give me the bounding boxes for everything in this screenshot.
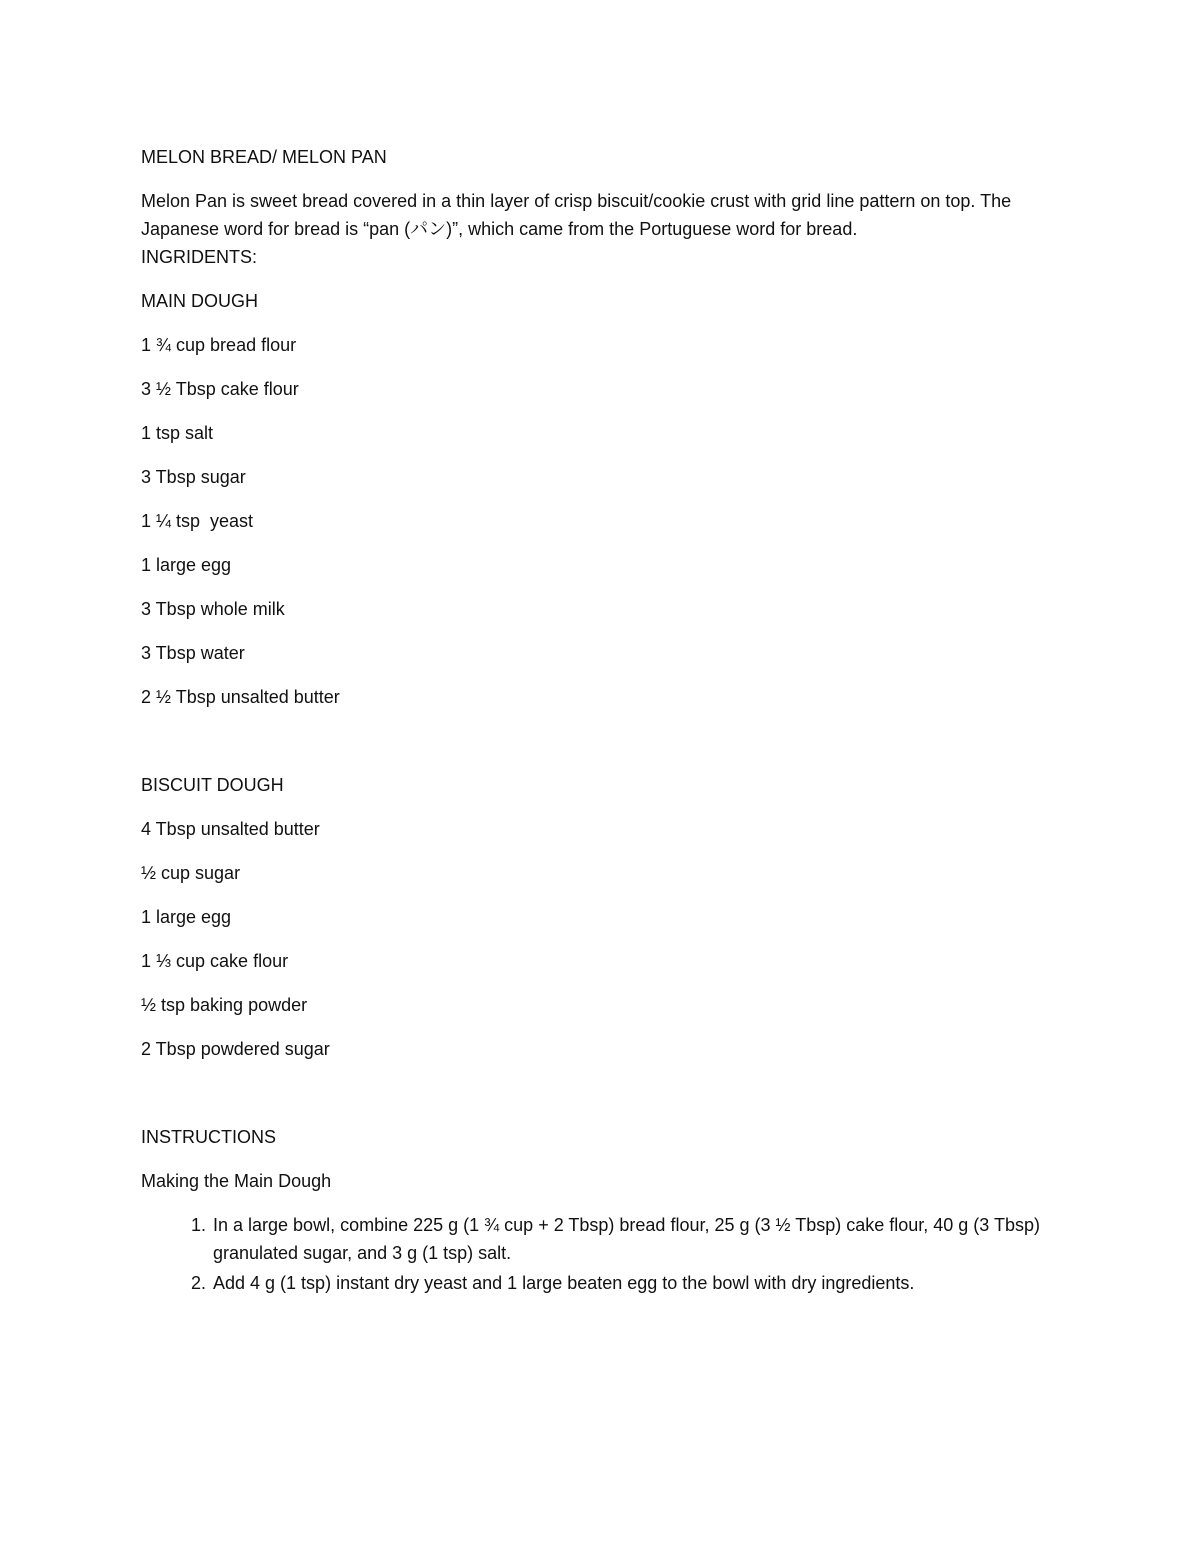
ingredient-item: 3 Tbsp whole milk (141, 599, 285, 619)
recipe-title: MELON BREAD/ MELON PAN (141, 147, 387, 167)
ingredient-item: 1 ¾ cup bread flour (141, 335, 297, 355)
ingredient-item: 1 ¼ tsp yeast (141, 511, 254, 531)
recipe-intro: Melon Pan is sweet bread covered in a thin layer of crisp biscuit/cookie crust with grid line pattern on top. The Japanese word for bread is “pan (パン)”, which came from the Portuguese word for bread. (141, 191, 1012, 239)
instructions-heading: INSTRUCTIONS (141, 1127, 276, 1147)
section-spacer (141, 727, 1041, 771)
instructions-subheading: Making the Main Dough (141, 1171, 332, 1191)
section-spacer (141, 1079, 1041, 1123)
instruction-step: 1. In a large bowl, combine 225 g (1 ¾ cup + 2 Tbsp) bread flour, 25 g (3 ½ Tbsp) cake flour, 40 g (3 Tbsp) granulated sugar, and 3 g (1 tsp) salt. (211, 1211, 1041, 1267)
instruction-step: 2. Add 4 g (1 tsp) instant dry yeast and 1 large beaten egg to the bowl with dry ingredients. (211, 1269, 1041, 1297)
ingredient-item: 2 ½ Tbsp unsalted butter (141, 687, 340, 707)
ingredient-item: 1 large egg (141, 555, 232, 575)
biscuit-dough-heading: BISCUIT DOUGH (141, 775, 284, 795)
ingredient-item: 3 Tbsp sugar (141, 467, 246, 487)
ingredient-item: 1 large egg (141, 907, 232, 927)
ingredient-item: 1 tsp salt (141, 423, 214, 443)
ingredient-item: ½ tsp baking powder (141, 995, 308, 1015)
ingredient-item: 2 Tbsp powdered sugar (141, 1039, 330, 1059)
ingredient-item: 3 Tbsp water (141, 643, 245, 663)
ingredient-item: 1 ⅓ cup cake flour (141, 951, 289, 971)
instruction-steps (141, 1211, 1041, 1297)
ingredient-item: 4 Tbsp unsalted butter (141, 819, 320, 839)
document-content (141, 143, 1041, 1299)
ingredient-item: 3 ½ Tbsp cake flour (141, 379, 299, 399)
ingredient-item: ½ cup sugar (141, 863, 241, 883)
ingredients-heading: INGRIDENTS: (141, 247, 258, 267)
main-dough-heading: MAIN DOUGH (141, 291, 258, 311)
